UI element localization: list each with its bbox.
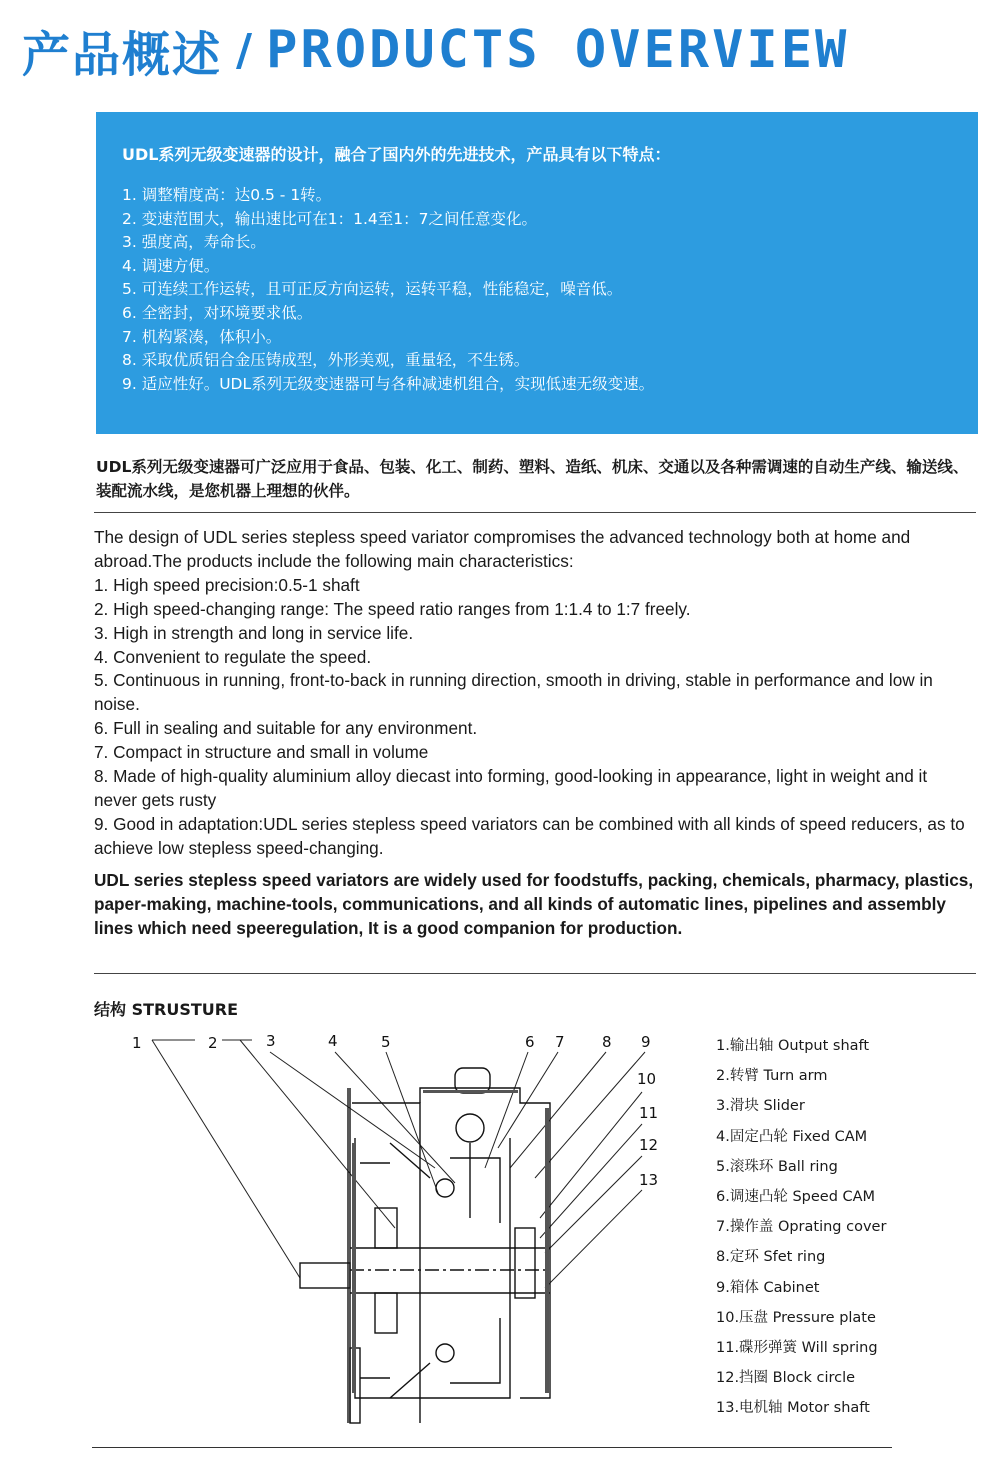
feature-item: 2. 变速范围大，输出速比可在1：1.4至1：7之间任意变化。 — [122, 209, 537, 228]
feature-item: 1. 调整精度高：达0.5 - 1转。 — [122, 186, 332, 204]
title-english: PRODUCTS OVERVIEW — [266, 20, 850, 80]
callout-6: 6 — [525, 1033, 535, 1051]
leader-lines — [152, 1040, 645, 1288]
title-chinese: 产品概述 — [22, 26, 223, 83]
en-item: 2. High speed-changing range: The speed ratio ranges from 1:1.4 to 1:7 freely. — [94, 598, 691, 619]
legend-item: 4.固定凸轮 Fixed CAM — [716, 1128, 868, 1145]
legend-item: 13.电机轴 Motor shaft — [716, 1400, 870, 1417]
legend-item: 12.挡圈 Block circle — [716, 1370, 856, 1387]
feature-item: 3. 强度高，寿命长。 — [122, 233, 266, 252]
feature-item: 8. 采取优质铝合金压铸成型，外形美观，重量轻，不生锈。 — [122, 351, 530, 370]
legend-item: 1.输出轴 Output shaft — [716, 1038, 870, 1054]
callout-9: 9 — [641, 1033, 651, 1051]
callout-numbers — [132, 1032, 658, 1189]
title-separator: / — [236, 24, 253, 76]
hatching — [352, 1090, 549, 1393]
en-item: 8. Made of high-quality aluminium alloy diecast into forming, good-looking in appearance, light in weight and it never gets rusty — [94, 766, 928, 810]
en-item: 6. Full in sealing and suitable for any environment. — [94, 718, 478, 739]
features-box — [96, 112, 978, 434]
structure-label: 结构 STRUSTURE — [94, 1000, 239, 1019]
legend-item: 10.压盘 Pressure plate — [716, 1309, 876, 1326]
callout-5: 5 — [381, 1033, 391, 1051]
divider-top — [94, 512, 976, 513]
en-item: 1. High speed precision:0.5-1 shaft — [94, 574, 360, 595]
legend-item: 3.滑块 Slider — [716, 1098, 805, 1115]
callout-10: 10 — [637, 1070, 657, 1088]
features-heading: UDL系列无级变速器的设计，融合了国内外的先进技术，产品具有以下特点： — [122, 145, 671, 164]
divider-bottom — [92, 1447, 892, 1448]
en-item: 5. Continuous in running, front-to-back in running direction, smooth in driving, stable in performance and low in noise. — [94, 670, 933, 715]
structure-diagram — [90, 1028, 680, 1438]
callout-12: 12 — [639, 1136, 659, 1154]
legend-item: 7.操作盖 Oprating cover — [716, 1219, 887, 1236]
callout-13: 13 — [639, 1171, 659, 1189]
callout-4: 4 — [328, 1032, 338, 1050]
page-title — [22, 18, 849, 82]
callout-7: 7 — [555, 1033, 565, 1051]
legend-item: 6.调速凸轮 Speed CAM — [716, 1189, 876, 1206]
divider-structure — [94, 973, 976, 974]
feature-item: 4. 调速方便。 — [122, 256, 220, 275]
callout-11: 11 — [639, 1104, 659, 1122]
legend-item: 9.箱体 Cabinet — [716, 1279, 820, 1296]
legend-item: 11.碟形弹簧 Will spring — [716, 1340, 878, 1357]
callout-8: 8 — [602, 1033, 612, 1051]
en-intro: The design of UDL series stepless speed variator compromises the advanced technology both at home and abroad.The products include the following main characteristics: — [94, 527, 911, 571]
feature-item: 5. 可连续工作运转，且可正反方向运转，运转平稳，性能稳定，噪音低。 — [122, 280, 623, 299]
features-list — [122, 184, 654, 396]
legend-item: 8.定环 Sfet ring — [716, 1249, 826, 1266]
cn-application-text: UDL系列无级变速器可广泛应用于食品、包装、化工、制药、塑料、造纸、机床、交通以及各种需调速的自动生产线、输送线、装配流水线，是您机器上理想的伙伴。 — [96, 458, 969, 500]
structure-legend — [716, 1031, 886, 1424]
feature-item: 7. 机构紧凑，体积小。 — [122, 327, 282, 346]
callout-2: 2 — [208, 1034, 218, 1052]
en-item: 9. Good in adaptation:UDL series stepless speed variators can be combined with all kinds of speed reducers, as to achieve low stepless speed-changing. — [94, 813, 965, 858]
en-description — [94, 526, 974, 861]
en-item: 3. High in strength and long in service life. — [94, 622, 414, 643]
en-item: 4. Convenient to regulate the speed. — [94, 646, 372, 667]
feature-item: 6. 全密封，对环境要求低。 — [122, 303, 313, 322]
legend-item: 2.转臂 Turn arm — [716, 1068, 828, 1085]
cross-section — [300, 1068, 550, 1423]
callout-1: 1 — [132, 1034, 142, 1052]
en-application-text: UDL series stepless speed variators are widely used for foodstuffs, packing, chemicals, pharmacy, plastics, paper-making, machine-tools, communications, and all kinds of automatic lines, pipelines and assembly lines which need speeregulation, It is a good companion for production. — [94, 870, 974, 938]
feature-item: 9. 适应性好。UDL系列无级变速器可与各种减速机组合，实现低速无级变速。 — [122, 374, 655, 393]
legend-item: 5.滚珠环 Ball ring — [716, 1158, 838, 1175]
en-item: 7. Compact in structure and small in volume — [94, 742, 429, 763]
callout-3: 3 — [266, 1032, 276, 1050]
